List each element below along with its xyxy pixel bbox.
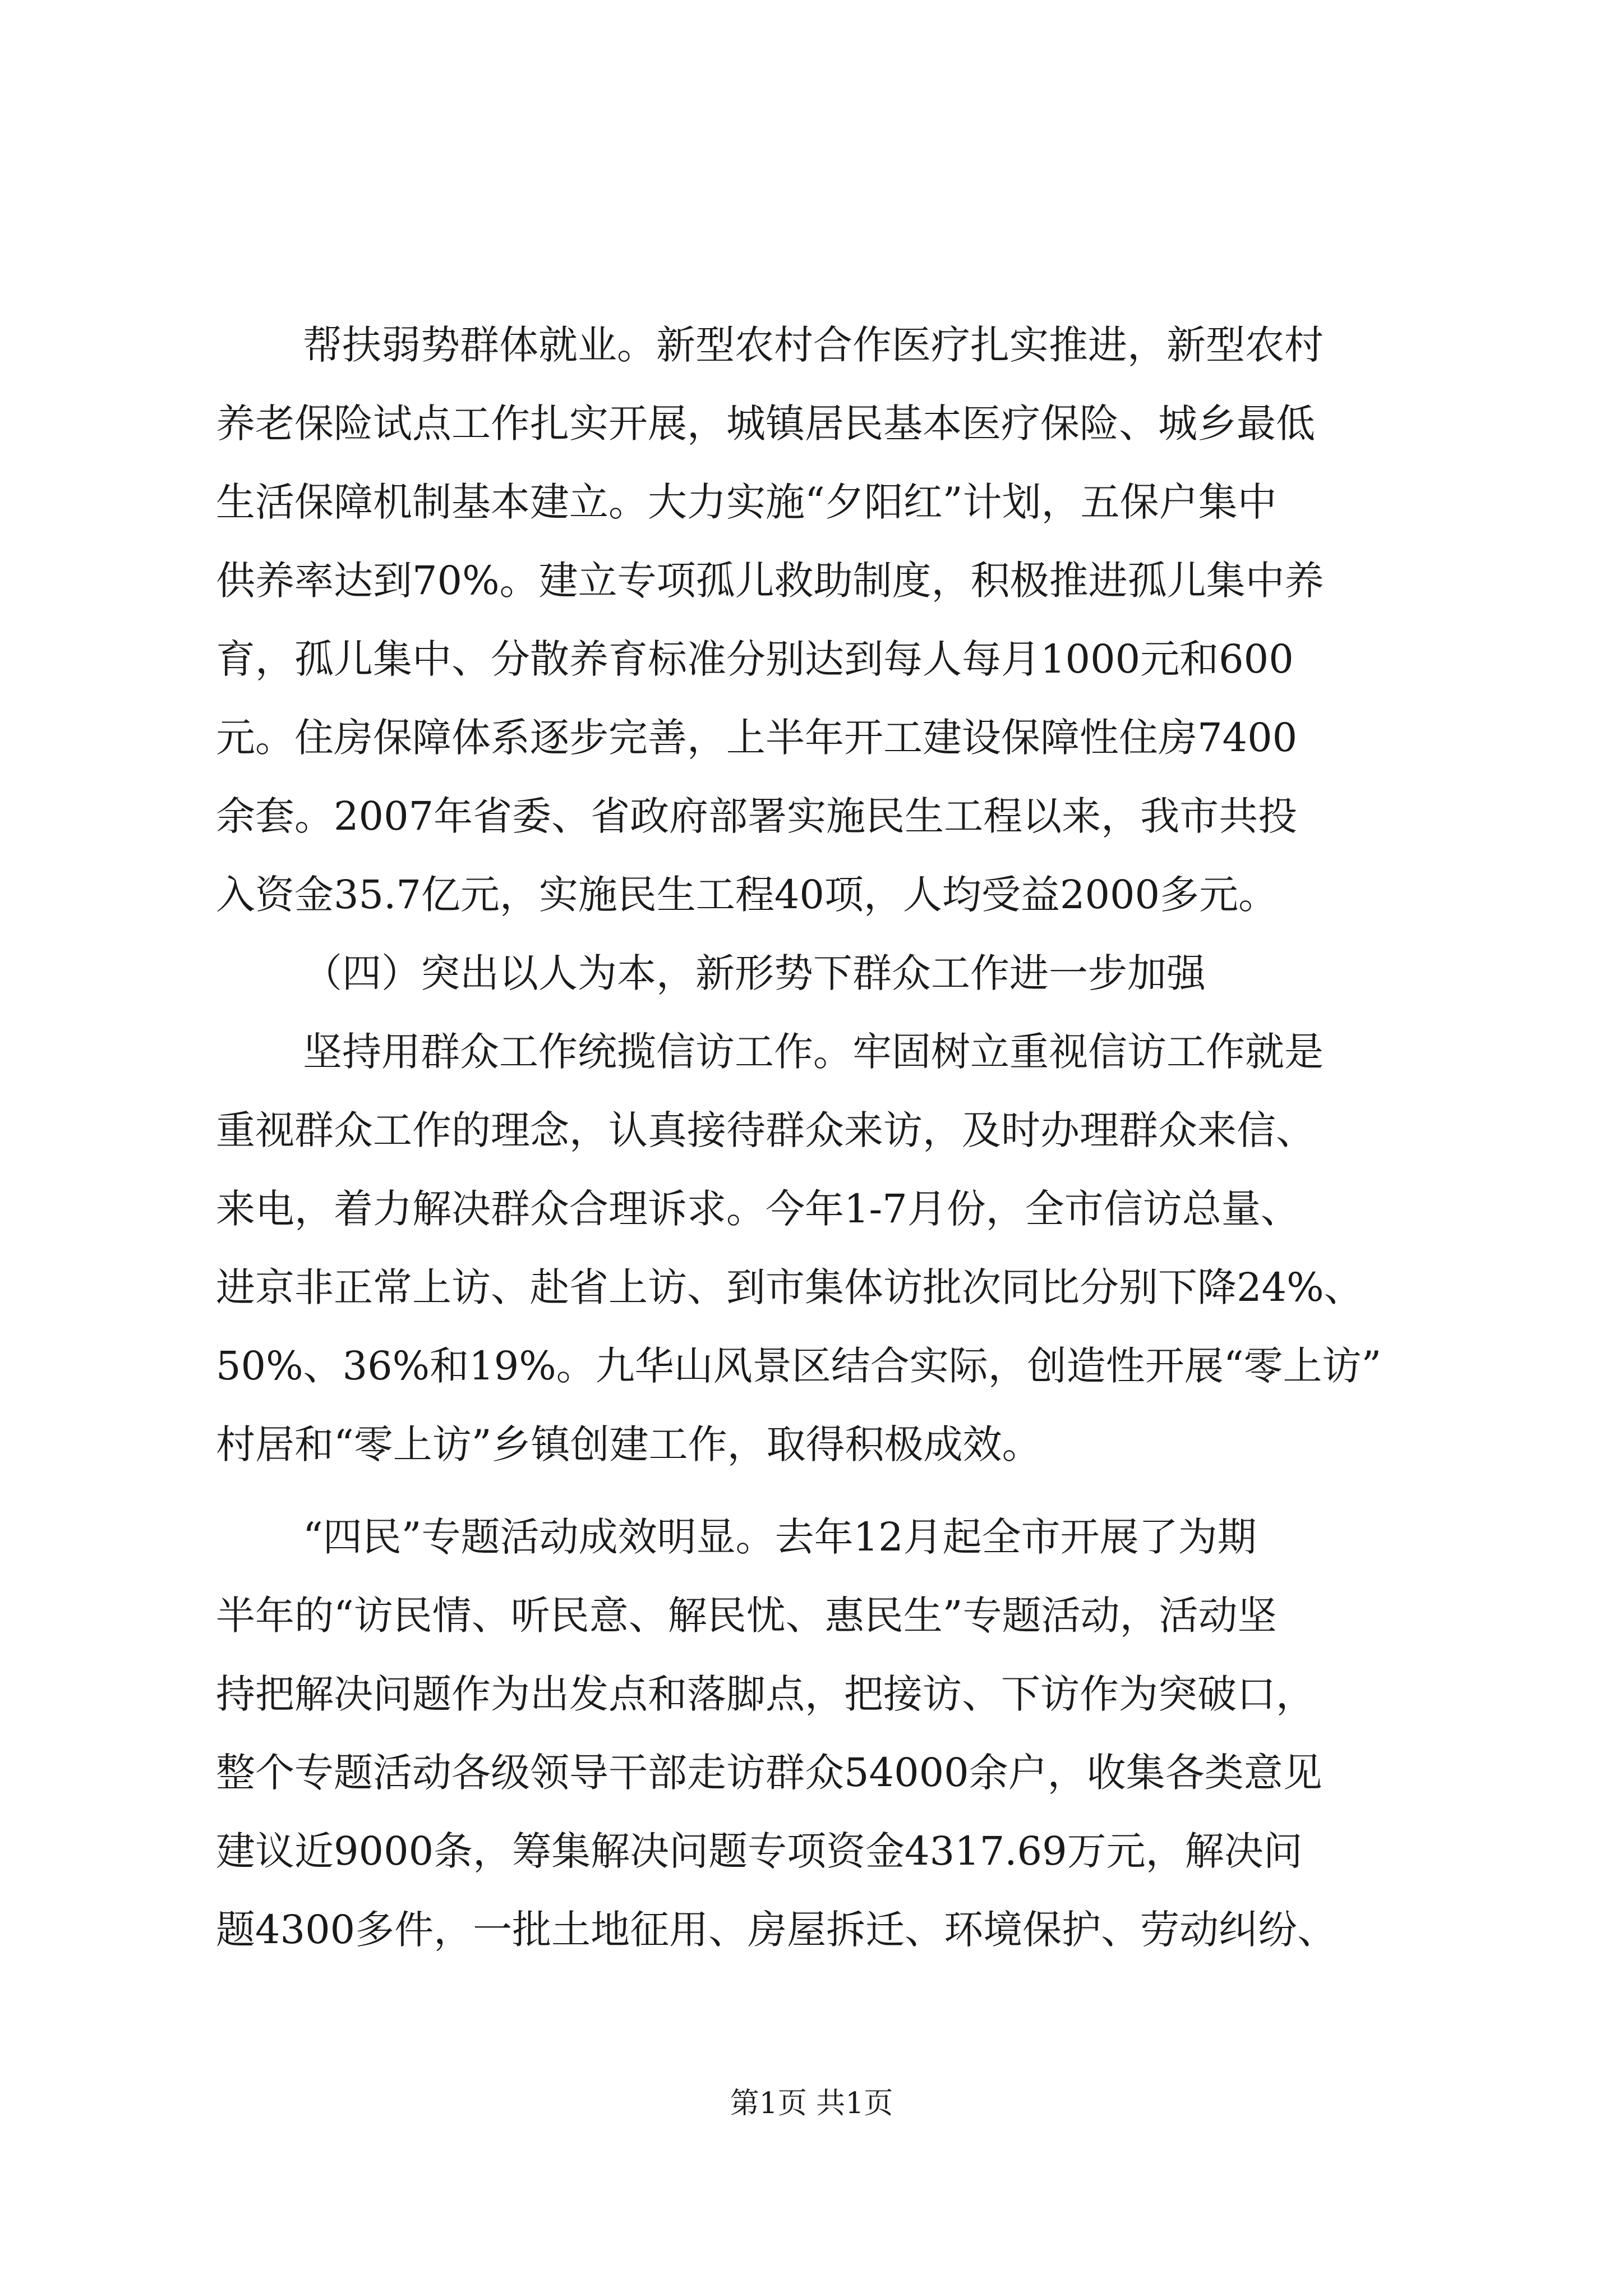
body-line (0, 1091, 1623, 1170)
line-text: 元。住房保障体系逐步完善，上半年开工建设保障性住房7400 (216, 715, 1298, 761)
page-footer (0, 2076, 1623, 2132)
line-text: 帮扶弱势群体就业。新型农村合作医疗扎实推进，新型农村 (303, 322, 1324, 368)
body-line (0, 541, 1623, 620)
line-text: 坚持用群众工作统揽信访工作。牢固树立重视信访工作就是 (303, 1029, 1324, 1075)
body-line (0, 1890, 1623, 1969)
body-line (0, 1576, 1623, 1655)
body-line (0, 1013, 1623, 1091)
body-line (0, 1170, 1623, 1248)
line-text: “四民”专题活动成效明显。去年12月起全市开展了为期 (303, 1514, 1257, 1560)
line-text: 50%、36%和19%。九华山风景区结合实际，创造性开展“零上访” (216, 1343, 1382, 1389)
body-line (0, 463, 1623, 541)
line-text: 题4300多件，一批土地征用、房屋拆迁、环境保护、劳动纠纷、 (216, 1907, 1337, 1953)
line-text: 育，孤儿集中、分散养育标准分别达到每人每月1000元和600 (216, 636, 1294, 682)
line-text: 来电，着力解决群众合理诉求。今年1-7月份，全市信访总量、 (216, 1186, 1300, 1232)
body-line (0, 384, 1623, 463)
body-line (0, 1405, 1623, 1484)
line-text: 进京非正常上访、赴省上访、到市集体访批次同比分别下降24%、 (216, 1264, 1363, 1310)
body-line (0, 620, 1623, 698)
line-text: 养老保险试点工作扎实开展，城镇居民基本医疗保险、城乡最低 (216, 401, 1315, 447)
line-text: 生活保障机制基本建立。大力实施“夕阳红”计划，五保户集中 (216, 479, 1277, 525)
body-line (0, 1812, 1623, 1890)
body-line (0, 1655, 1623, 1733)
body-line (0, 306, 1623, 384)
line-text: 余套。2007年省委、省政府部署实施民生工程以来，我市共投 (216, 793, 1298, 839)
line-text: 半年的“访民情、听民意、解民忧、惠民生”专题活动，活动坚 (216, 1593, 1277, 1639)
line-text: 建议近9000条，筹集解决问题专项资金4317.69万元，解决问 (216, 1828, 1303, 1874)
line-text: 村居和“零上访”乡镇创建工作，取得积极成效。 (216, 1421, 1041, 1467)
body-line (0, 1733, 1623, 1812)
line-text: 重视群众工作的理念，认真接待群众来访，及时办理群众来信、 (216, 1107, 1315, 1153)
body-line (0, 777, 1623, 855)
body-line (0, 1327, 1623, 1405)
line-text: 供养率达到70%。建立专项孤儿救助制度，积极推进孤儿集中养 (216, 558, 1324, 604)
section-heading (0, 934, 1623, 1013)
line-text: 入资金35.7亿元，实施民生工程40项，人均受益2000多元。 (216, 872, 1278, 918)
page-number-label: 第1页 共1页 (730, 2087, 893, 2120)
line-text: 整个专题活动各级领导干部走访群众54000余户，收集各类意见 (216, 1750, 1322, 1796)
line-text: （四）突出以人为本，新形势下群众工作进一步加强 (303, 950, 1206, 996)
body-line (0, 855, 1623, 934)
line-text: 持把解决问题作为出发点和落脚点，把接访、下访作为突破口， (216, 1671, 1315, 1717)
body-line (0, 698, 1623, 777)
body-line (0, 1498, 1623, 1576)
body-line (0, 1248, 1623, 1327)
